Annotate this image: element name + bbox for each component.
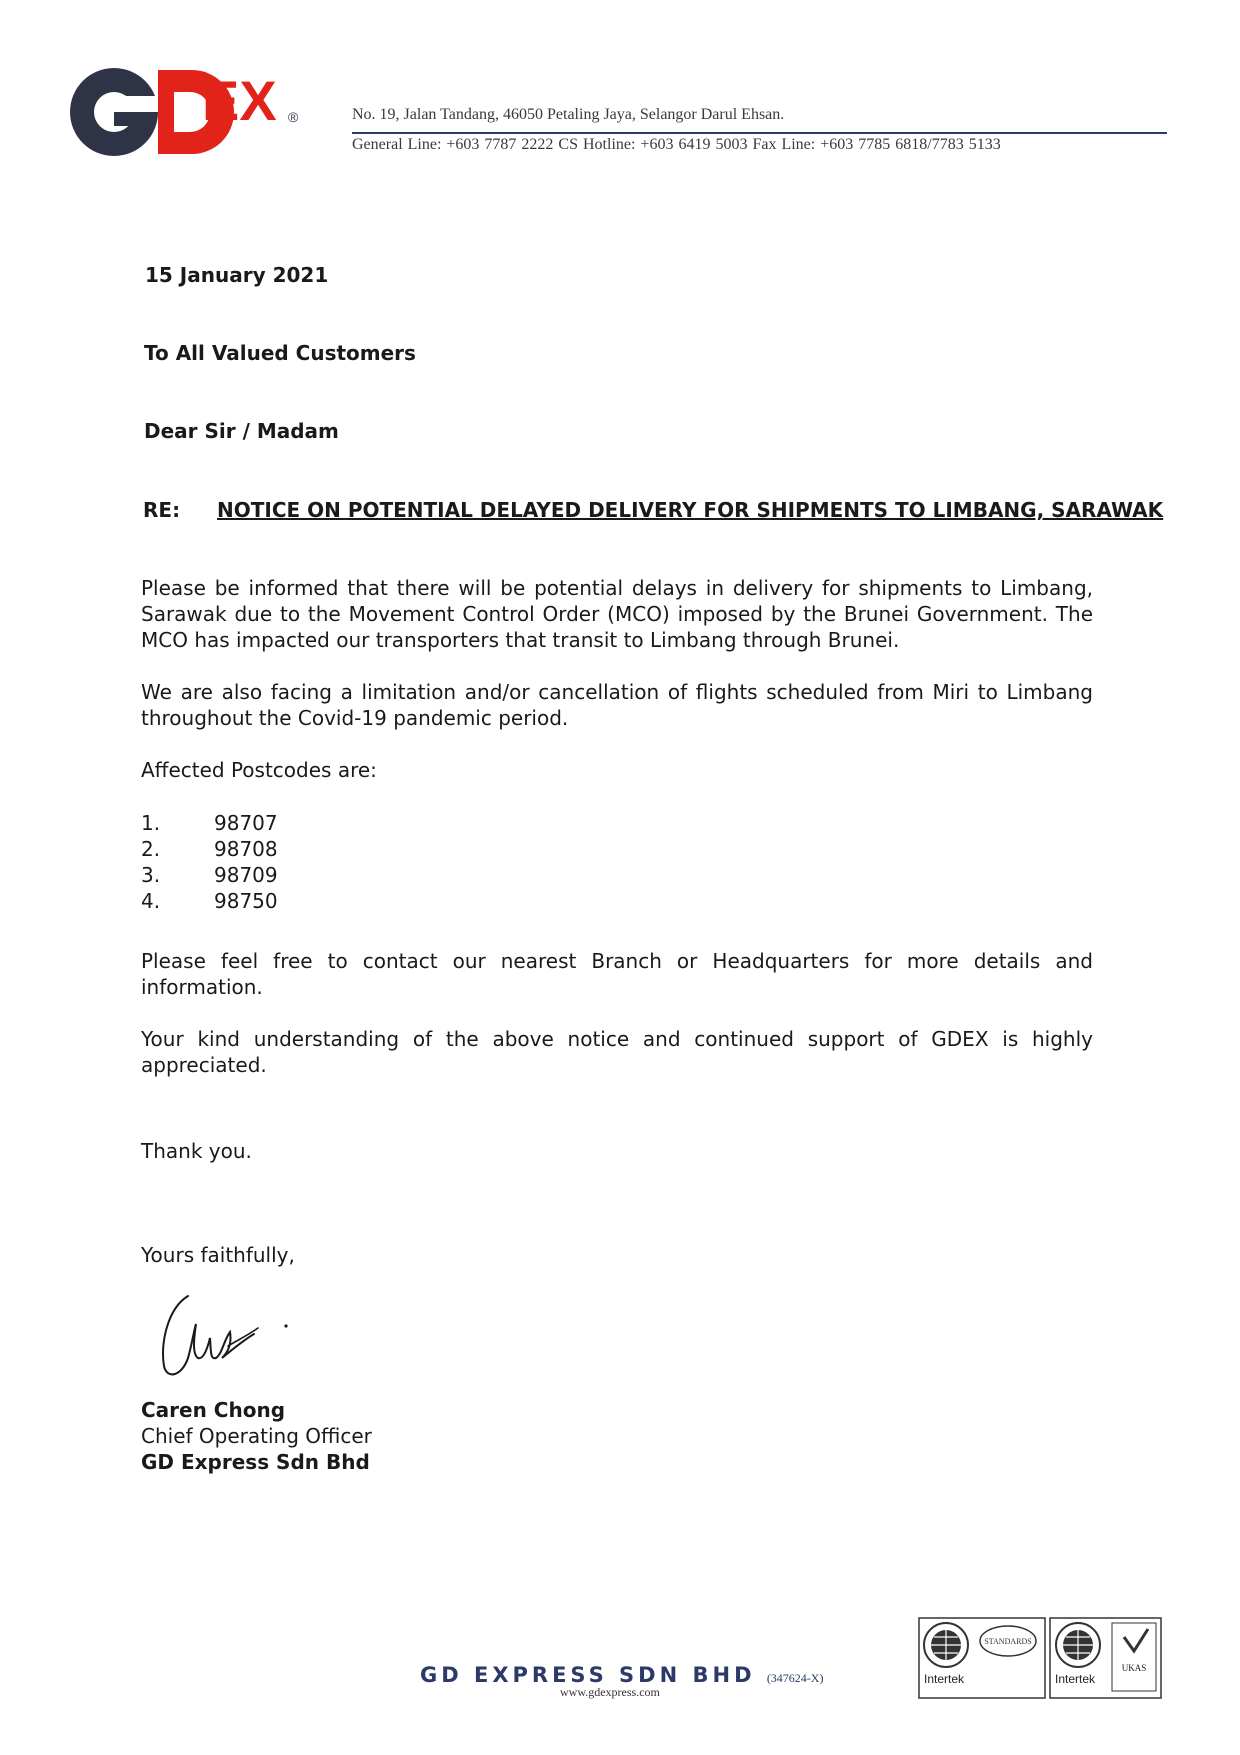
gdex-logo [62,60,312,160]
list-item [141,810,278,836]
subject-label: RE: [143,498,181,522]
postcode: 98709 [214,863,278,887]
thanks: Thank you. [141,1139,252,1163]
list-number: 1. [141,811,161,835]
subject-text: NOTICE ON POTENTIAL DELAYED DELIVERY FOR SHIPMENTS TO LIMBANG, SARAWAK [217,498,1164,522]
postcode: 98708 [214,837,278,861]
paragraph-mco: Please be informed that there will be potential delays in delivery for shipments to Limbang, Sarawak due to the Movement Control Order (MCO) imposed by the Brunei Government. The MCO has impacted our transporters that transit to Limbang through Brunei. [141,576,1093,652]
postcodes-heading: Affected Postcodes are: [141,758,377,782]
list-item [141,888,278,914]
check-icon [1124,1629,1148,1651]
registered-mark: ® [288,109,299,125]
footer-company-name: GD EXPRESS SDN BHD [420,1663,756,1687]
svg-text:EX: EX [202,69,277,132]
recipient: To All Valued Customers [144,341,416,365]
footer-company [420,1663,823,1687]
ukas-label: UKAS [1121,1663,1147,1673]
postcode-list [141,810,278,914]
signatory-company: GD Express Sdn Bhd [141,1450,370,1474]
paragraph-contact: Please feel free to contact our nearest Branch or Headquarters for more details and information. [141,949,1093,999]
list-number: 3. [141,863,161,887]
paragraph-flights: We are also facing a limitation and/or cancellation of flights scheduled from Miri to Limbang throughout the Covid-19 pandemic period. [141,680,1093,730]
paragraph-appreciation: Your kind understanding of the above notice and continued support of GDEX is highly appreciated. [141,1027,1093,1077]
salutation: Dear Sir / Madam [144,419,339,443]
list-number: 2. [141,837,161,861]
list-item [141,862,278,888]
standards-label: STANDARDS [984,1637,1032,1646]
globe-icon [1056,1623,1100,1667]
subject-line [143,498,1163,522]
globe-icon [924,1623,968,1667]
header-rule [352,132,1167,134]
signatory-title: Chief Operating Officer [141,1424,372,1448]
certification-badges [918,1617,1162,1699]
postcode: 98750 [214,889,278,913]
footer-website: www.gdexpress.com [560,1685,660,1699]
closing: Yours faithfully, [141,1243,295,1267]
signatory-name: Caren Chong [141,1398,286,1422]
footer-registration: (347624-X) [766,1671,824,1685]
postcode: 98707 [214,811,278,835]
list-item [141,836,278,862]
list-number: 4. [141,889,161,913]
cert-right-brand: Intertek [1055,1672,1096,1686]
company-address: No. 19, Jalan Tandang, 46050 Petaling Jaya, Selangor Darul Ehsan. [352,106,785,123]
letter-date: 15 January 2021 [145,263,329,287]
company-contacts: General Line: +603 7787 2222 CS Hotline: +603 6419 5003 Fax Line: +603 7785 6818/7783 5133 [352,136,1001,153]
cert-left-brand: Intertek [924,1672,965,1686]
signature [158,1288,298,1383]
